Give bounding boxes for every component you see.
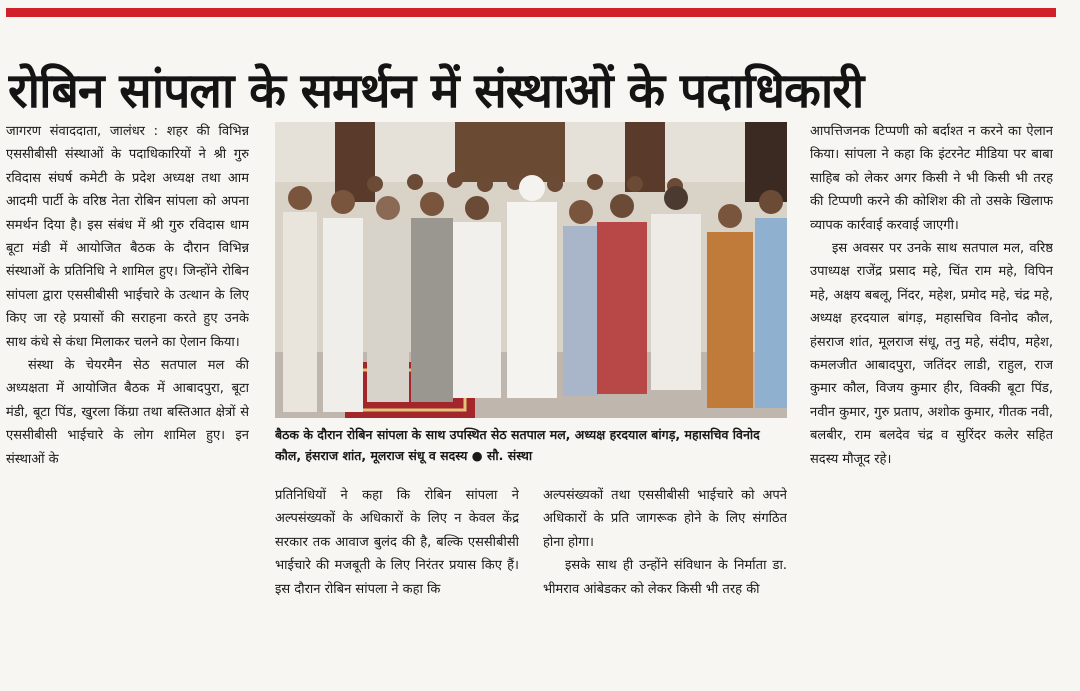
paragraph: प्रतिनिधियों ने कहा कि रोबिन सांपला ने अल्पसंख्यकों के अधिकारों के लिए न केवल केंद्र सरकार तक आवाज बुलंद की है, बल्कि एससीबीसी भाईचारे की मजबूती के लिए निरंतर प्रयास किए हैं। इस दौरान रोबिन सांपला ने कहा कि (275, 488, 519, 597)
article-column-4 (810, 120, 1053, 676)
paragraph: संस्था के चेयरमैन सेठ सतपाल मल की अध्यक्षता में आयोजित बैठक में आबादपुरा, बूटा मंडी, बूटा पिंड, खुरला किंग्रा तथा बस्तिआत क्षेत्रों से एससीबीसी भाईचारे के लोग शामिल हुए। इन संस्थाओं के (6, 358, 249, 467)
article-column-3 (543, 484, 787, 674)
article-column-2 (275, 484, 519, 674)
paragraph: इसके साथ ही उन्होंने संविधान के निर्माता डा. भीमराव आंबेडकर को लेकर किसी भी तरह की (543, 558, 787, 597)
article-column-1 (6, 120, 249, 676)
paragraph: अल्पसंख्यकों तथा एससीबीसी भाईचारे को अपने अधिकारों के प्रति जागरूक होने के लिए संगठित होना होगा। (543, 488, 787, 550)
photo-caption (275, 424, 787, 476)
paragraph: इस अवसर पर उनके साथ सतपाल मल, वरिष्ठ उपाध्यक्ष राजेंद्र प्रसाद महे, चिंत राम महे, विपिन महे, अक्षय बबलू, निंदर, महेश, प्रमोद महे, चंद्र महे, अध्यक्ष हरदयाल बांगड़, महासचिव विनोद कौल, हंसराज शांत, मूलराज संधू, तनु महे, संदीप, महेश, कमलजीत आबादपुरा, जतिंदर लाडी, राहुल, राज कुमार कौल, विजय कुमार हीर, विक्की बूटा पिंड, नवीन कुमार, गुरु प्रताप, अशोक कुमार, गीतक नवी, बलबीर, राम बलदेव चंद्र व सुरिंदर कलेर सहित सदस्य मौजूद रहे। (810, 241, 1053, 467)
group-photo-illustration (275, 122, 787, 418)
top-accent-bar (6, 8, 1056, 17)
paragraph: आपत्तिजनक टिप्पणी को बर्दाश्त न करने का ऐलान किया। सांपला ने कहा कि इंटरनेट मीडिया पर बाबा साहिब को लेकर अगर किसी ने भी किसी भी तरह की टिप्पणी करने की कोशिश की तो उसके खिलाफ व्यापक कार्रवाई करवाई जाएगी। (810, 124, 1053, 233)
photo-credit: ● सौ. संस्था (471, 448, 533, 463)
news-photo (275, 122, 787, 418)
paragraph: जागरण संवाददाता, जालंधर : शहर की विभिन्न एससीबीसी संस्थाओं के पदाधिकारियों ने श्री गुरु रविदास संघर्ष कमेटी के प्रदेश अध्यक्ष तथा आम आदमी पार्टी के वरिष्ठ नेता रोबिन सांपला को अपना समर्थन दिया है। इस संबंध में श्री गुरु रविदास धाम बूटा मंडी में आयोजित बैठक के दौरान विभिन्न संस्थाओं के प्रतिनिधि ने शामिल हुए। जिन्होंने रोबिन सांपला द्वारा एससीबीसी भाईचारे के उत्थान के लिए किए जा रहे प्रयासों की सराहना करते हुए उनके साथ कंधे से कंधा मिलाकर चलने का ऐलान किया। (6, 124, 249, 350)
caption-text: बैठक के दौरान रोबिन सांपला के साथ उपस्थित सेठ सतपाल मल, अध्यक्ष हरदयाल बांगड़, महासचिव विनोद कौल, हंसराज शांत, मूलराज संधू व सदस्य (275, 427, 760, 463)
headline: रोबिन सांपला के समर्थन में संस्थाओं के पदाधिकारी (8, 63, 864, 120)
